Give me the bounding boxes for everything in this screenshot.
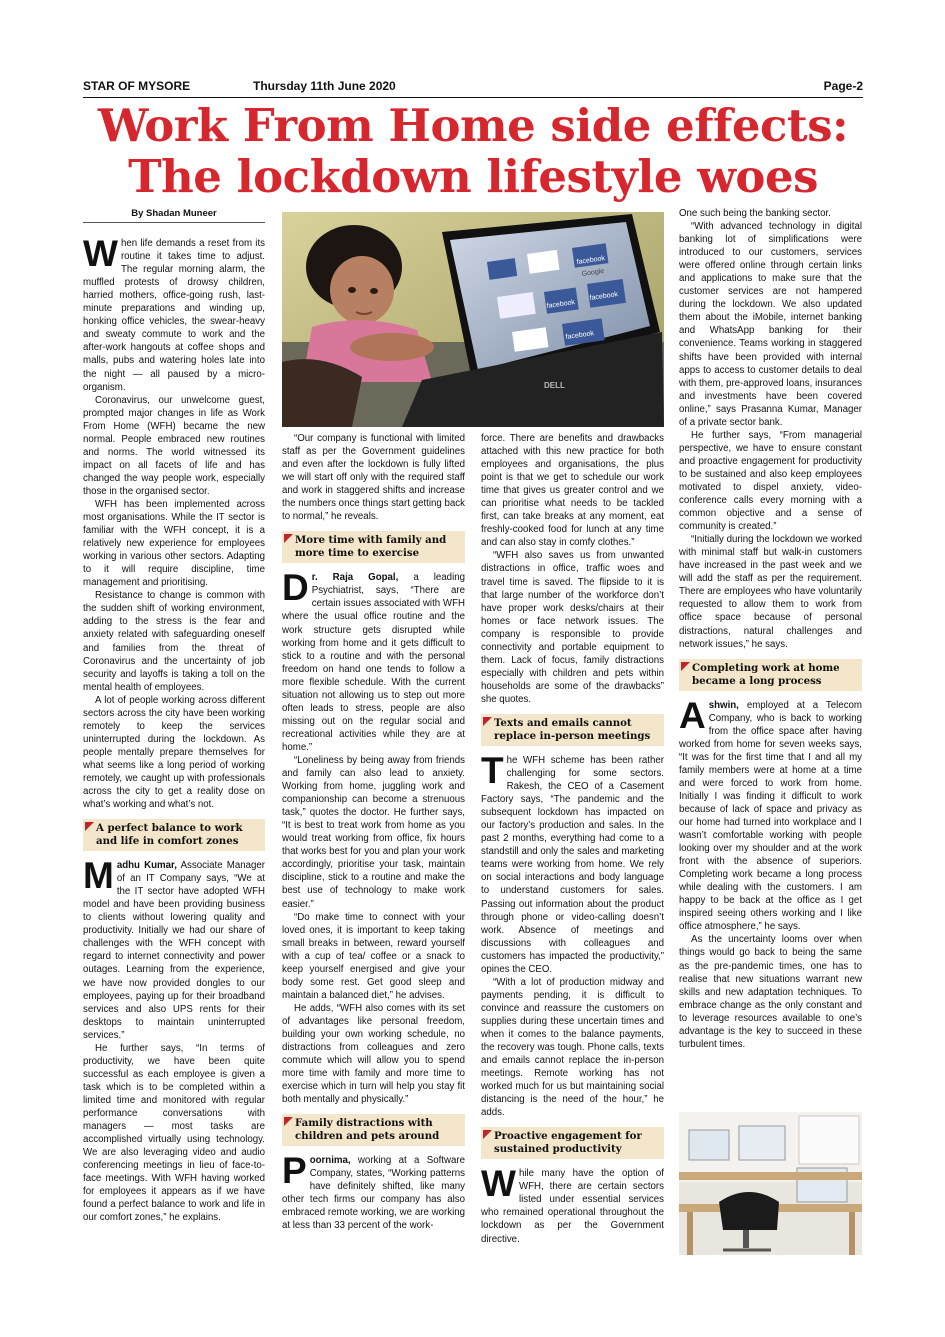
paragraph-text: hile many have the option of WFH, there are certain sectors listed under essential services who remained operational throughout the lockdown as per the Government directive. xyxy=(481,1168,664,1245)
subheading-text: Texts and emails cannot replace in-person meetings xyxy=(494,716,651,742)
paragraph: “Initially during the lockdown we worked with minimal staff but walk-in customers have increased in the past week and we will add the staff as per the requirement. There are employees who have voluntarily requested to allow them to work from office space because of personal distractions, natural challenges and network issues,” he says. xyxy=(679,534,862,650)
paragraph: He further says, “From managerial perspective, we have to ensure constant and proactive engagement for productivity to be sustained and also keep employees motivated to dispel anxiety, video-conference calls every morning with a common objective and a sense of community is created.” xyxy=(679,429,862,533)
subheading-marker-icon xyxy=(85,822,94,831)
person-name: oornima, xyxy=(309,1155,351,1167)
subheading-marker-icon xyxy=(483,1130,492,1139)
paragraph-text: he WFH scheme has been rather challenging for some sectors. Rakesh, the CEO of a Casement Factory says, “The pandemic and the subsequent lockdown has impacted on our factory’s production and sales. In the past 2 months, everything had come to a standstill and only the sales and marketing teams were working from home. We rely on social interactions and body language to understand customers for sales. Passing out information about the product through phone or video-calling doesn’t work. Absence of meetings and discussions with colleagues and customers has impacted the productivity,” opines the CEO. xyxy=(481,754,664,975)
subheading xyxy=(481,1127,664,1159)
paragraph: He adds, “WFH also comes with its set of advantages like personal freedom, building your own working schedule, no distractions from colleagues and zero commute which will allow you to spend more time with family and more time to exercise which in turn will help you stay fit both mentally and physically.” xyxy=(282,1002,465,1106)
drop-cap: T xyxy=(481,749,504,791)
headline-line-1: Work From Home side effects: xyxy=(97,99,849,152)
screen-text: Google xyxy=(581,267,605,278)
paragraph: Resistance to change is common with the sudden shift of working environment, adding to the stress is the fear and anxiety related with safeguarding oneself and families from the threat of Coronavirus and the uncertainty of job security and layoffs is taking a toll on the mental health of employees. xyxy=(83,590,265,693)
subheading-text: More time with family and more time to exercise xyxy=(295,534,447,560)
paragraph: He further says, “In terms of productivity, we have been quite successful as each employee is given a task which is to be completed within a limited time and monitored with regular performance conversations with managers — most tasks are accomplished virtually using technology. We are also leveraging video and audio conferencing meetings in lieu of face-to-face meetings. With WFH having worked for employees it appears as if we have found a perfect balance to work and life in our comfort zones,” he explains. xyxy=(83,1042,265,1224)
photo-home-office-desk xyxy=(679,1112,862,1255)
paragraph-text: hen life demands a reset from its routine it takes time to adjust. The regular morning alarm, the muffled protests of drowsy children, harried mothers, office-going rush, last-minute preparations and winding up, honking office vehicles, the swear-heavy and sweaty commute to work and the after-work hangouts at coffee shops and malls, pubs and watering holes late into the night — all paused by a micro-organism. xyxy=(83,238,265,393)
paragraph: force. There are benefits and drawbacks attached with this new practice for both employees and organisations, the plus point is that we get to schedule our work time that gives us greater control and we can prioritise what needs to be tackled first, can take breaks at any moment, eat freshly-cooked food for lunch at any time and can also stay in comfy clothes.” xyxy=(481,433,664,549)
paragraph xyxy=(282,1150,465,1232)
paragraph: WFH has been implemented across most organisations. While the IT sector is familiar with the WFH concept, it is a relatively new experience for employees working in various other sectors. Adapting to it will require discipline, time management and prioritising. xyxy=(83,498,265,589)
paper-name: STAR OF MYSORE xyxy=(83,79,191,93)
paragraph xyxy=(481,1163,664,1245)
paragraph: Coronavirus, our unwelcome guest, prompted major changes in life as Work From Home (WFH) became the new normal. People embraced new routines and norms. The world witnessed its impact on all facets of life and has changed the way people work, especially those in the organised sector. xyxy=(83,394,265,497)
paragraph: As the uncertainty looms over when things would go back to being the same as the pre-pandemic times, one has to realise that new situations warrant new skills and new adaptation techniques. To embrace change as the only constant and to leverage resources available to one’s advantage is the key to succeed in these turbulent times. xyxy=(679,934,862,1050)
masthead xyxy=(83,77,863,98)
drop-cap: M xyxy=(83,855,114,897)
subheading xyxy=(83,819,265,851)
subheading-text: Proactive engagement for sustained productivity xyxy=(494,1130,642,1156)
drop-cap: W xyxy=(481,1163,516,1205)
paragraph: “Loneliness by being away from friends and family can also lead to anxiety. Working from home, juggling work and companionship can become a strenuous task,” quotes the doctor. He further says, “It is best to treat work from home as you would treat working from office, fix hours that works best for you and plan your work accordingly, prioritise your task, maintain discipline, stick to a routine and make the best use of technology to make work easier.” xyxy=(282,754,465,910)
drop-cap: D xyxy=(282,567,309,609)
paragraph: A lot of people working across different sectors across the city have been working remotely to keep the services uninterrupted during the lockdown. As people mentally prepare themselves for what seems like a long period of working remotely, we caught up with professionals across the city to get a reality dose on what’s working and what’s not. xyxy=(83,694,265,811)
paragraph-text: a leading Psychiatrist, says, “There are certain issues associated with WFH where the usual office routine and the work structure gets disrupted while working from home and it gets difficult to stick to a routine and with the personal freedom on hand one tends to follow a more flexible schedule. With the current situation not allowing us to step out more often leads to stress, people are also missing out on the regular social and recreational activities while they are at home.” xyxy=(282,572,465,753)
column-4 xyxy=(679,207,862,1051)
paragraph: “With advanced technology in digital banking lot of simplifications were introduced to our customers, services were offered online through certain links and applications to make sure that the customer services are not hampered during the lockdown. We also updated them about the iMobile, internet banking and WhatsApp banking for their convenience. Teams working in staggered shifts have been provided with internal apps to access to customer details to deal with them, pre-approved loans, insurances and investments have been covered online,” says Prasanna Kumar, Manager of a private sector bank. xyxy=(679,221,862,428)
person-name: shwin, xyxy=(708,699,739,711)
paragraph xyxy=(282,567,465,754)
headline xyxy=(60,100,886,202)
paragraph: “Our company is functional with limited staff as per the Government guidelines and even after the lockdown is fully lifted we will start off only with the required staff and work in staggered shifts and increase the numbers once things start getting back to normal,” he reveals. xyxy=(282,433,465,523)
screen-text: facebook xyxy=(546,299,576,310)
subheading-marker-icon xyxy=(681,662,690,671)
paragraph xyxy=(83,855,265,1042)
photo-illustration xyxy=(282,212,664,427)
headline-line-2: The lockdown lifestyle woes xyxy=(128,150,818,203)
subheading xyxy=(282,531,465,563)
person-name: r. Raja Gopal, xyxy=(311,572,399,584)
column-3 xyxy=(481,432,664,1246)
paragraph xyxy=(83,233,265,394)
issue-date: Thursday 11th June 2020 xyxy=(253,79,396,93)
subheading xyxy=(679,659,862,691)
screen-text: facebook xyxy=(565,330,595,341)
subheading-marker-icon xyxy=(284,534,293,543)
photo-girl-at-laptop xyxy=(282,212,664,427)
paragraph xyxy=(481,749,664,976)
screen-text: facebook xyxy=(576,255,606,266)
screen-text: facebook xyxy=(589,291,619,302)
subheading-text: A perfect balance to work and life in comfort zones xyxy=(96,822,243,848)
paragraph-text: employed at a Telecom Company, who is back to working from the office space after having worked from home for seven weeks says, “It was for the first time that I and all my family members were at home at a time and were forced to work from home. Initially I was finding it difficult to work because of lack of space and privacy as our home had turned into workplace and I wasn’t comfortable working with people looking over my shoulder and at the work front with the absence of superiors. Completing work became a long process while dealing with the customers. I am happy to be back at the office as I get inspired seeing others working and I like office atmosphere,” he says. xyxy=(679,699,862,933)
paragraph: “Do make time to connect with your loved ones, it is important to keep taking small breaks in between, reward yourself with a cup of tea/ coffee or a snack to keep yourself energised and give your body some rest. Get good sleep and maintain a balanced diet,” he advises. xyxy=(282,911,465,1001)
photo-illustration xyxy=(679,1112,862,1255)
byline: By Shadan Muneer xyxy=(83,207,265,223)
column-1 xyxy=(83,207,265,1224)
subheading xyxy=(481,714,664,746)
person-name: adhu Kumar, xyxy=(116,860,177,872)
paragraph: “WFH also saves us from unwanted distractions in office, traffic woes and travel time is saved. The flipside to it is that large number of the workforce don’t have proper work desks/chairs at their homes or face network issues. The company is responsible to provide connectivity and portable equipment to them. Lack of focus, family distractions especially with children and pets within households are some of the drawbacks” she quotes. xyxy=(481,550,664,705)
subheading-marker-icon xyxy=(483,717,492,726)
drop-cap: W xyxy=(83,233,118,275)
subheading-text: Family distractions with children and pets around xyxy=(295,1117,440,1143)
laptop-brand-text: DELL xyxy=(544,381,565,390)
paragraph: One such being the banking sector. xyxy=(679,208,831,219)
paragraph xyxy=(679,694,862,934)
subheading-text: Completing work at home became a long process xyxy=(692,661,840,687)
drop-cap: A xyxy=(679,694,706,736)
paragraph: “With a lot of production midway and payments pending, it is difficult to convince and reassure the customers on supplies during these uncertain times and when it comes to the balance payments, the recovery was tough. Phone calls, texts and emails cannot replace the in-person meetings. Remote working has not worked much for us but maintaining social distancing is the need of the hour,” he adds. xyxy=(481,976,664,1119)
subheading xyxy=(282,1114,465,1146)
drop-cap: P xyxy=(282,1150,307,1192)
column-2 xyxy=(282,432,465,1233)
paragraph-text: working at a Software Company, states, “Working patterns have definitely shifted, like many other tech firms our company has also embraced remote working, we are working at less than 33 percent of the work- xyxy=(282,1155,465,1232)
paragraph-text: Associate Manager of an IT Company says, “We at the IT sector have adopted WFH model and have been providing business to clients without lowering quality and productivity. Initially we had our share of challenges with the WFH concept with regard to internet connectivity and power outages. Learning from the experience, we have now provided dongles to our employees, paying up for their broadband services and also UPS rents for their desktops to maintain uninterrupted services.” xyxy=(83,860,265,1041)
page-number: Page-2 xyxy=(823,79,863,93)
subheading-marker-icon xyxy=(284,1117,293,1126)
